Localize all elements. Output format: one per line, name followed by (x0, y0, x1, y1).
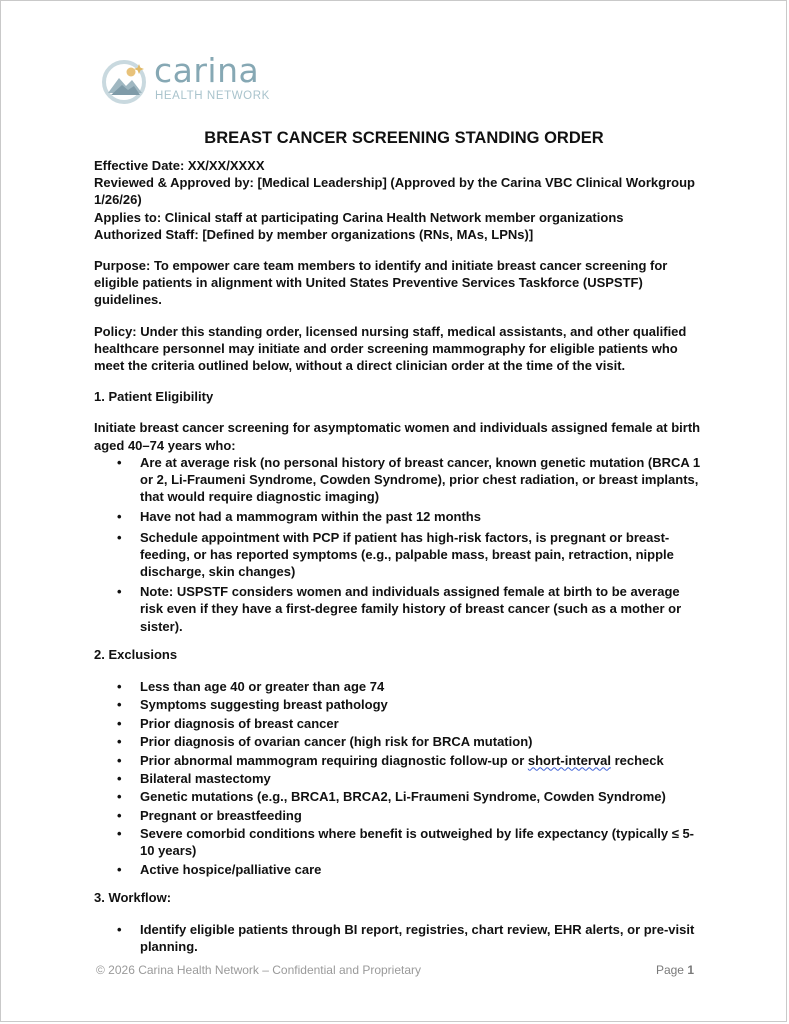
purpose-paragraph: Purpose: To empower care team members to identify and initiate breast cancer screening for eligible patients in alignment with United States Preventive Services Taskforce (USPSTF) guidelines. (94, 258, 668, 308)
list-item: • Identify eligible patients through BI report, registries, chart review, EHR alerts, or pre-visit planning. (94, 921, 704, 955)
logo-subtitle: HEALTH NETWORK (155, 90, 270, 102)
applies-to: Applies to: Clinical staff at participating Carina Health Network member organizations (94, 209, 624, 225)
abnormal-item-text-end: recheck (610, 752, 664, 768)
list-item: • Prior diagnosis of breast cancer (94, 715, 704, 732)
policy-paragraph: Policy: Under this standing order, licensed nursing staff, medical assistants, and other qualified healthcare personnel may initiate and order screening mammography for eligible patients who meet the criteria outlined below, without a direct clinician order at the time of the visit. (94, 323, 687, 374)
list-item: • Symptoms suggesting breast pathology (94, 696, 704, 713)
list-item: • Active hospice/palliative care (94, 861, 704, 878)
workflow-heading: 3. Workflow: (94, 890, 172, 905)
list-item: • Severe comorbid conditions where benefit is outweighed by life expectancy (typically ≤ 5-10 years) (94, 825, 704, 859)
list-item: • Are at average risk (no personal history of breast cancer, known genetic mutation (BRCA 1 or 2, Li-Fraumeni Syndrome, Cowden Syndrome), prior chest radiation, or breast implants, that would require diagnostic imaging) (94, 454, 704, 506)
authorized-staff: Authorized Staff: [Defined by member organizations (RNs, MAs, LPNs)] (94, 226, 534, 242)
exclusions-heading: 2. Exclusions (94, 646, 178, 662)
document-title: BREAST CANCER SCREENING STANDING ORDER (204, 129, 604, 147)
workflow-list (94, 921, 704, 955)
document-meta (94, 157, 704, 243)
list-item: • Have not had a mammogram within the past 12 months (94, 508, 704, 525)
logo-wordmark: carina (154, 51, 260, 90)
eligibility-intro: Initiate breast cancer screening for asymptomatic women and individuals assigned female at birth aged 40–74 years who: (94, 420, 701, 453)
list-item: • Note: USPSTF considers women and individuals assigned female at birth to be average risk even if they have a first-degree family history of breast cancer (such as a mother or sister). (94, 583, 704, 635)
footer-copyright: © 2026 Carina Health Network – Confidential and Proprietary (96, 963, 422, 977)
spellcheck-flagged-word[interactable]: short-interval (527, 752, 611, 768)
list-item: • Pregnant or breastfeeding (94, 807, 704, 824)
eligibility-list (94, 454, 704, 635)
list-item: • Schedule appointment with PCP if patient has high-risk factors, is pregnant or breast-feeding, or has reported symptoms (e.g., palpable mass, breast pain, retraction, nipple discharge, skin changes) (94, 529, 704, 581)
mountain-logo-icon (102, 59, 148, 105)
list-item: • Less than age 40 or greater than age 74 (94, 678, 704, 695)
page-number: 1 (687, 963, 694, 977)
list-item: • Genetic mutations (e.g., BRCA1, BRCA2, Li-Fraumeni Syndrome, Cowden Syndrome) (94, 788, 704, 805)
footer-page-number (656, 963, 694, 977)
list-item: • Prior diagnosis of ovarian cancer (high risk for BRCA mutation) (94, 733, 704, 750)
list-item: • Bilateral mastectomy (94, 770, 704, 787)
page-label: Page (655, 963, 684, 977)
reviewed-approved: Reviewed & Approved by: [Medical Leadership] (Approved by the Carina VBC Clinical Workgroup 1/26/26) (94, 175, 695, 208)
exclusions-list (94, 678, 704, 878)
document-body (94, 128, 704, 959)
effective-date: Effective Date: XX/XX/XXXX (94, 158, 265, 173)
eligibility-heading: 1. Patient Eligibility (94, 389, 214, 405)
list-item (94, 752, 704, 769)
abnormal-item-text: Prior abnormal mammogram requiring diagnostic follow-up or (140, 752, 528, 768)
